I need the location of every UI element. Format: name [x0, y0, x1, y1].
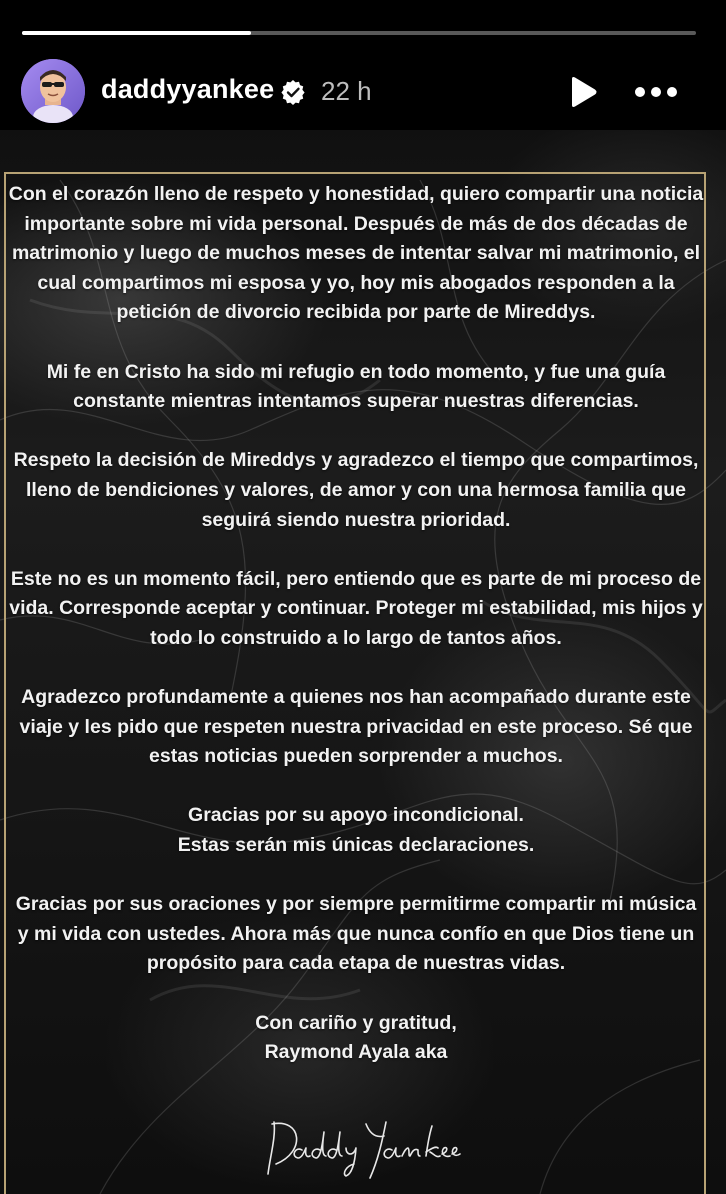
verified-badge-icon	[280, 79, 306, 105]
letter-paragraph-5: Agradezco profundamente a quienes nos han acompañado durante este viaje y les pido que respeten nuestra privacidad en este proceso. Sé que estas noticias pueden sorprender a muchos.	[19, 686, 693, 768]
letter-closing	[6, 1009, 706, 1068]
story-header-background	[0, 0, 726, 130]
story-progress-fill	[22, 31, 251, 35]
avatar-cartoon-icon	[21, 59, 85, 123]
username[interactable]: daddyyankee	[101, 74, 275, 104]
letter-paragraph-1: Con el corazón lleno de respeto y honestidad, quiero compartir una noticia importante sobre mi vida personal. Después de más de dos décadas de matrimonio y luego de muchos meses de intentar salvar mi matrimonio, el cual compartimos mi esposa y yo, hoy mis abogados responden a la petición de divorcio recibida por parte de Mireddys.	[8, 183, 704, 324]
play-icon[interactable]	[564, 74, 600, 110]
statement-letter	[6, 180, 706, 1068]
more-icon[interactable]	[632, 80, 680, 104]
letter-paragraph-3: Respeto la decisión de Mireddys y agradezco el tiempo que compartimos, lleno de bendiciones y valores, de amor y con una hermosa familia que seguirá siendo nuestra prioridad.	[13, 449, 699, 531]
handwritten-signature	[262, 1112, 462, 1182]
closing-line-1: Con cariño y gratitud,	[255, 1011, 457, 1034]
closing-line-2: Raymond Ayala aka	[264, 1041, 448, 1064]
story-progress-bar	[22, 31, 696, 35]
letter-paragraph-4: Este no es un momento fácil, pero entiendo que es parte de mi proceso de vida. Corresponde aceptar y continuar. Proteger mi estabilidad, mis hijos y todo lo construido a lo largo de tantos años.	[9, 567, 703, 649]
post-time: 22 h	[321, 76, 372, 106]
avatar[interactable]	[21, 59, 85, 123]
letter-paragraph-6: Gracias por su apoyo incondicional. Estas serán mis únicas declaraciones.	[177, 804, 535, 857]
letter-paragraph-2: Mi fe en Cristo ha sido mi refugio en todo momento, y fue una guía constante mientras intentamos superar nuestras diferencias.	[46, 360, 666, 413]
letter-paragraph-7: Gracias por sus oraciones y por siempre permitirme compartir mi música y mi vida con ustedes. Ahora más que nunca confío en que Dios tiene un propósito para cada etapa de nuestras vidas.	[15, 893, 697, 975]
